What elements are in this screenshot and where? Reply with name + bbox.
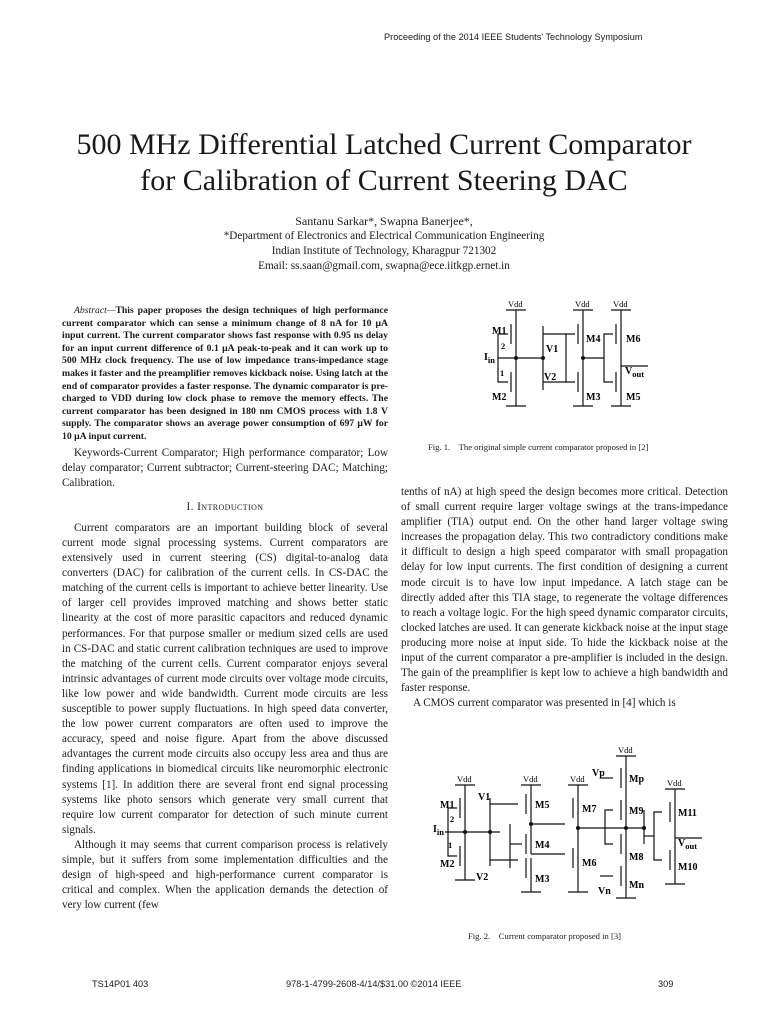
abstract <box>62 305 388 444</box>
fig2-label-node-2: 2 <box>450 814 455 824</box>
fig2-label-mp: Mp <box>629 774 644 785</box>
fig2-label-m5: M5 <box>535 800 550 811</box>
intro-paragraph-1: Current comparators are an important building block of several current mode signal processing systems. Current comparators are extensively used in current steering (CS) digital-to-analog data converters (DAC) for calibration of the current cells. In CS-DAC the matching of the current cells is important to achieve better linearity. Use of larger cell provides improved matching and shows better static linearity at the cost of more parasitic capacitors and reduced dynamic performances. For that purpose smaller or medium sized cells are used in CS-DAC and static current calibration techniques are used to improve the matching of the current cells. Current comparator enjoys several intrinsic advantages of current mode circuits over voltage mode circuits, like low power and wide bandwidth. Current mode circuits are less susceptible to power supply fluctuations. In high speed data converter, the low power current comparators are often used to improve the accuracy, speed and noise figure. Apart from the above discussed advantages the current mode circuits also occupy less area and thus are finding applications in biomedical circuits like neuromorphic electronic systems [1]. In addition there are several front end signal processing systems like photo sensors which generate very small current that require low current comparator for detection of such minute current signals. <box>62 521 388 836</box>
running-header: Proceeding of the 2014 IEEE Students' Technology Symposium <box>384 32 643 42</box>
footer-page-number: 309 <box>658 979 674 989</box>
footer-paper-id: TS14P01 403 <box>92 979 149 989</box>
paper-title <box>40 127 728 199</box>
fig2-label-m2: M2 <box>440 859 455 870</box>
fig1-label-m4: M4 <box>586 334 601 345</box>
fig2-label-v2: V2 <box>476 872 489 883</box>
fig2-label-vn: Vn <box>598 886 611 897</box>
fig2-label-vout: $V_{out}$ <box>678 838 698 851</box>
fig1-label-m1: M1 <box>492 326 507 337</box>
intro-paragraph-4: A CMOS current comparator was presented in [4] which is <box>413 697 676 710</box>
fig2-label-mn: Mn <box>629 880 644 891</box>
abstract-lead: Abstract— <box>74 305 116 316</box>
fig2-vdd-3: Vdd <box>570 774 585 784</box>
intro-paragraph-2: Although it may seems that current comparison process is relatively simple, but it suffers from some implementation difficulties and the design of high-speed and high-performance current comparator is critical and complex. When the application demands the detection of very low current (few <box>62 838 388 912</box>
fig1-label-node-1: 1 <box>500 368 505 378</box>
title-line-2: for Calibration of Current Steering DAC <box>140 164 628 197</box>
title-line-1: 500 MHz Differential Latched Current Comparator <box>76 128 692 161</box>
fig2-label-m9: M9 <box>629 806 644 817</box>
keywords: Keywords-Current Comparator; High performance comparator; Low delay comparator; Current subtractor; Current-steering DAC; Matching; Calibration. <box>62 446 388 489</box>
fig2-label-m8: M8 <box>629 852 644 863</box>
figure-1-schematic <box>478 296 708 416</box>
fig2-label-m1: M1 <box>440 800 455 811</box>
fig2-label-m4: M4 <box>535 840 550 851</box>
fig1-label-v1: V1 <box>546 344 559 355</box>
abstract-body: This paper proposes the design techniques of high performance current comparator which can sense a minimum change of 8 nA for 10 μA input current. The current comparator shows fast response with 0.95 ns delay for an input current difference of 0.1 μA peak-to-peak and it can work up to 500 MHz clock frequency. The use of low impedance trans-impedance stage makes it faster and the preamplifier removes kickback noise. Using latch at the end of comparator provides a faster response. The dynamic comparator is pre-charged to VDD during low clock phase to remove the memory effects. The current comparator has been designed in 180 nm CMOS process with 1.8 V supply. The comparator shows an average power consumption of 697 μW for 10 μA input current. <box>62 305 388 442</box>
author-email: Email: ss.saan@gmail.com, swapna@ece.iitkgp.ernet.in <box>258 260 510 272</box>
fig2-vdd-4: Vdd <box>667 778 682 788</box>
fig1-label-m6: M6 <box>626 334 641 345</box>
fig2-vdd-1: Vdd <box>457 774 472 784</box>
fig2-vdd-top: Vdd <box>618 745 633 755</box>
fig2-label-iin: $I_{in}$ <box>433 824 444 837</box>
fig1-label-m3: M3 <box>586 392 601 403</box>
fig1-label-iin: $I_{in}$ <box>484 352 495 365</box>
fig1-vdd-1: Vdd <box>508 299 523 309</box>
author-block <box>40 214 728 274</box>
section-heading: I. Introduction <box>186 500 264 513</box>
author-names: Santanu Sarkar*, Swapna Banerjee*, <box>295 214 473 228</box>
fig1-label-m5: M5 <box>626 392 641 403</box>
fig1-vdd-3: Vdd <box>613 299 628 309</box>
fig1-vdd-2: Vdd <box>575 299 590 309</box>
fig2-label-m7: M7 <box>582 804 597 815</box>
left-column <box>62 305 388 913</box>
fig2-label-m3: M3 <box>535 874 550 885</box>
author-institute: Indian Institute of Technology, Kharagpur 721302 <box>271 245 497 257</box>
fig2-label-m11: M11 <box>678 808 697 819</box>
author-department: *Department of Electronics and Electrical Communication Engineering <box>223 230 545 242</box>
figure-1-caption: Fig. 1. The original simple current comparator proposed in [2] <box>428 442 649 452</box>
fig2-label-vp: Vp <box>592 768 605 779</box>
figure-2-caption: Fig. 2. Current comparator proposed in [3] <box>468 931 621 941</box>
fig2-vdd-2: Vdd <box>523 774 538 784</box>
fig2-label-m6: M6 <box>582 858 597 869</box>
fig1-label-vout: $V_{out}$ <box>625 366 645 379</box>
fig2-label-node-1: 1 <box>448 840 453 850</box>
footer-copyright: 978-1-4799-2608-4/14/$31.00 ©2014 IEEE <box>286 979 462 989</box>
figure-2-schematic <box>430 742 720 914</box>
fig2-label-v1: V1 <box>478 792 491 803</box>
fig1-label-m2: M2 <box>492 392 507 403</box>
fig2-label-m10: M10 <box>678 862 698 873</box>
fig1-label-node-2: 2 <box>501 341 506 351</box>
right-column <box>401 485 728 711</box>
fig1-label-v2: V2 <box>544 372 557 383</box>
intro-paragraph-3: tenths of nA) at high speed the design becomes more critical. Detection of small current require larger voltage swings at the trans-impedance amplifier (TIA) output end. On the other hand larger voltage swing increases the propagation delay. This two contradictory conditions make it difficult to design a high speed comparator with small propagation delay for low input currents. The first condition of designing a current mode circuit is to have low input impedance. A latch stage can be directly added after this TIA stage, to regenerate the voltage differences to reach a voltage logic. For the high speed dynamic comparator circuits, clocked latches are used. It can generate kickback noise at the input stage producing more noise at input side. To hide the kickback noise at the input of the current comparator a pre-amplifier is included in the design. The gain of the preamplifier is kept low to achieve a high bandwidth and faster response. <box>401 486 728 695</box>
